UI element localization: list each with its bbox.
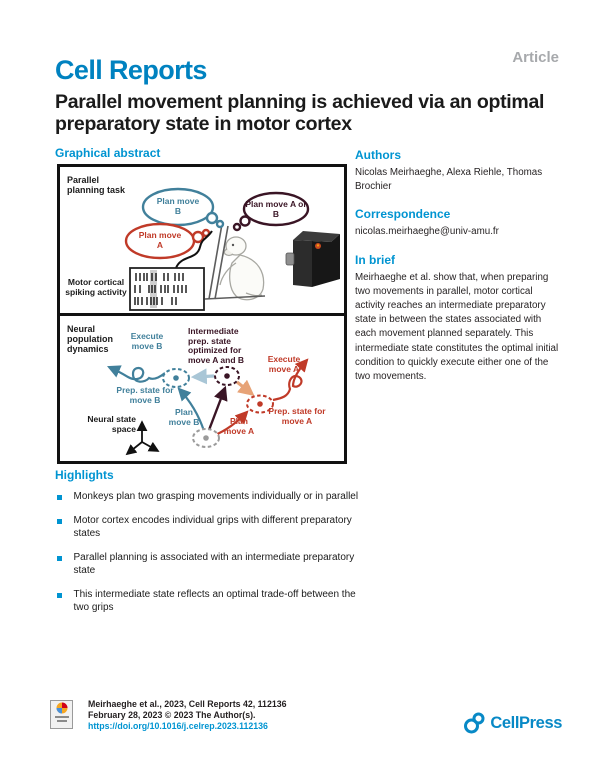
dynamics-panel-label: Neural population dynamics — [67, 324, 113, 355]
highlights-section — [55, 468, 360, 627]
citation-line1: Meirhaeghe et al., 2023, Cell Reports 42, 112136 — [88, 699, 287, 709]
correspondence-heading: Correspondence — [355, 207, 451, 222]
bubble-plan-b-label: Plan move B — [156, 196, 200, 216]
state-space-label: Neural state space — [87, 414, 136, 434]
highlight-text: Monkeys plan two grasping movements individually or in parallel — [73, 491, 359, 502]
monkey-sketch — [220, 237, 264, 300]
correspondence-email[interactable]: nicolas.meirhaeghe@univ-amu.fr — [355, 226, 499, 238]
trajectory-execute-b — [109, 367, 165, 382]
journal-logo: Cell Reports — [55, 55, 207, 85]
in-brief-text: Meirhaeghe et al. show that, when preparing two movements in parallel, motor cortical activity reaches an intermediate preparatory state in between the states associated with each movement planned separately. This intermediate state constitutes the optimal initial condition to quickly execute either one of the two movements. — [355, 271, 559, 383]
authors-heading: Authors — [355, 148, 401, 162]
highlight-text: Parallel planning is associated with an intermediate preparatory state — [73, 552, 355, 577]
prep-state-b-label: Prep. state for move B — [116, 385, 174, 405]
author-names: Nicolas Meirhaeghe, Alexa Riehle, Thomas Brochier — [355, 167, 543, 193]
footer — [50, 698, 565, 748]
raster-label: Motor cortical spiking activity — [65, 277, 127, 297]
article-type-label: Article — [512, 49, 559, 66]
graphical-abstract-figure — [57, 164, 347, 464]
execute-b-label: Execute move B — [130, 331, 164, 351]
monkey-eye — [232, 244, 234, 246]
highlight-item — [55, 491, 360, 504]
arrow-intermediate-to-a — [237, 382, 252, 394]
highlight-item — [55, 515, 360, 541]
arrow-intermediate-to-b — [194, 376, 214, 377]
bullet-square-icon — [57, 556, 62, 561]
bubble-plan-a-label: Plan move A — [138, 230, 182, 250]
panel-divider — [60, 313, 344, 316]
bubble-plan-ab-label: Plan move A or B — [245, 199, 307, 219]
check-for-updates-badge[interactable] — [50, 700, 73, 729]
intermediate-label: Intermediate prep. state optimized for move A and B — [188, 326, 245, 365]
graphical-abstract-heading: Graphical abstract — [55, 146, 161, 160]
bullet-square-icon — [57, 495, 62, 500]
crossmark-icon — [55, 701, 69, 715]
grip-device-icon — [286, 231, 340, 287]
highlights-heading: Highlights — [55, 468, 114, 482]
paper-title: Parallel movement planning is achieved via an optimal preparatory state in motor cortex — [55, 91, 545, 135]
cellpress-icon — [461, 710, 487, 736]
start-state-ellipse — [193, 429, 219, 447]
highlight-item — [55, 589, 360, 615]
highlight-text: Motor cortex encodes individual grips with different preparatory states — [73, 515, 352, 540]
crossmark-caption-lines — [54, 715, 70, 723]
task-panel-label: Parallel planning task — [67, 175, 126, 196]
citation-line2: February 28, 2023 © 2023 The Author(s). — [88, 710, 256, 720]
publisher-name: CellPress — [490, 713, 562, 732]
bullet-square-icon — [57, 593, 62, 598]
prep-state-a-label: Prep. state for move A — [268, 406, 326, 426]
in-brief-heading: In brief — [355, 252, 396, 267]
plan-a-label: Plan move A — [223, 416, 255, 436]
highlight-text: This intermediate state reflects an optimal trade-off between the two grips — [73, 589, 356, 614]
bullet-square-icon — [57, 519, 62, 524]
plan-b-label: Plan move B — [168, 407, 200, 427]
highlight-item — [55, 552, 360, 578]
publisher-logo[interactable] — [461, 710, 562, 736]
info-column — [355, 148, 563, 397]
intermediate-state-ellipse — [215, 367, 239, 385]
citation-block — [88, 699, 287, 732]
doi-link[interactable]: https://doi.org/10.1016/j.celrep.2023.112136 — [88, 721, 268, 731]
spike-raster — [130, 268, 204, 310]
execute-a-label: Execute move A — [267, 354, 301, 374]
